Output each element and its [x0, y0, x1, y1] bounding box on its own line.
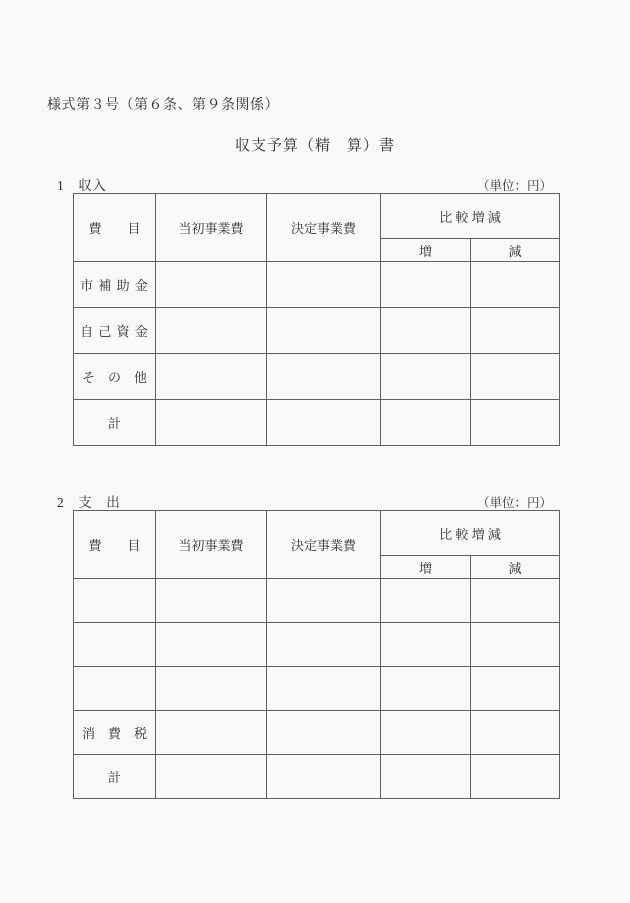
expense-section-label: 2 支 出 — [57, 495, 121, 510]
amount-cell — [267, 308, 381, 354]
amount-cell — [156, 755, 267, 799]
table-row — [74, 755, 560, 799]
amount-cell — [267, 711, 381, 755]
amount-cell — [267, 667, 381, 711]
amount-cell — [156, 711, 267, 755]
document-title: 収支予算（精 算）書 — [234, 138, 395, 154]
amount-cell — [471, 354, 560, 400]
amount-cell — [381, 755, 471, 799]
row-label-city-subsidy: 市 補 助 金 — [74, 262, 156, 308]
amount-cell — [267, 579, 381, 623]
table-row — [74, 579, 560, 623]
comparison-column-header: 比 較 増 減 — [381, 194, 560, 239]
decided-cost-column-header: 決定事業費 — [267, 194, 381, 262]
amount-cell — [381, 667, 471, 711]
table-row — [74, 711, 560, 755]
amount-cell — [471, 579, 560, 623]
amount-cell — [267, 755, 381, 799]
form-number: 様式第３号（第６条、第９条関係） — [47, 98, 279, 113]
increase-column-header: 増 — [381, 556, 471, 579]
table-row — [74, 308, 560, 354]
amount-cell — [156, 579, 267, 623]
amount-cell — [471, 667, 560, 711]
amount-cell — [381, 262, 471, 308]
amount-cell — [471, 308, 560, 354]
table-row — [74, 667, 560, 711]
table-row — [74, 623, 560, 667]
amount-cell — [156, 400, 267, 446]
amount-cell — [267, 262, 381, 308]
decrease-column-header: 減 — [471, 239, 560, 262]
amount-cell — [267, 623, 381, 667]
item-column-header: 費 目 — [74, 511, 156, 579]
amount-cell — [156, 667, 267, 711]
row-label-total: 計 — [74, 400, 156, 446]
table-row — [74, 262, 560, 308]
amount-cell — [156, 262, 267, 308]
table-row — [74, 354, 560, 400]
initial-cost-column-header: 当初事業費 — [156, 511, 267, 579]
income-section-label: 1 収入 — [57, 178, 107, 193]
decided-cost-column-header: 決定事業費 — [267, 511, 381, 579]
row-label-own-funds: 自 己 資 金 — [74, 308, 156, 354]
amount-cell — [381, 354, 471, 400]
amount-cell — [267, 354, 381, 400]
income-unit-note: （単位：円） — [476, 179, 552, 193]
expense-unit-note: （単位：円） — [476, 496, 552, 510]
row-label-consumption-tax: 消 費 税 — [74, 711, 156, 755]
amount-cell — [381, 623, 471, 667]
amount-cell — [156, 354, 267, 400]
row-label-other: そ の 他 — [74, 354, 156, 400]
amount-cell — [381, 308, 471, 354]
row-label-empty — [74, 667, 156, 711]
row-label-empty — [74, 579, 156, 623]
amount-cell — [471, 262, 560, 308]
row-label-empty — [74, 623, 156, 667]
initial-cost-column-header: 当初事業費 — [156, 194, 267, 262]
amount-cell — [471, 711, 560, 755]
amount-cell — [156, 623, 267, 667]
amount-cell — [471, 400, 560, 446]
amount-cell — [156, 308, 267, 354]
amount-cell — [381, 400, 471, 446]
expense-table — [73, 510, 560, 799]
table-row — [74, 400, 560, 446]
comparison-column-header: 比 較 増 減 — [381, 511, 560, 556]
row-label-total: 計 — [74, 755, 156, 799]
increase-column-header: 増 — [381, 239, 471, 262]
decrease-column-header: 減 — [471, 556, 560, 579]
amount-cell — [471, 623, 560, 667]
amount-cell — [381, 711, 471, 755]
income-table — [73, 193, 560, 446]
amount-cell — [381, 579, 471, 623]
amount-cell — [267, 400, 381, 446]
item-column-header: 費 目 — [74, 194, 156, 262]
amount-cell — [471, 755, 560, 799]
